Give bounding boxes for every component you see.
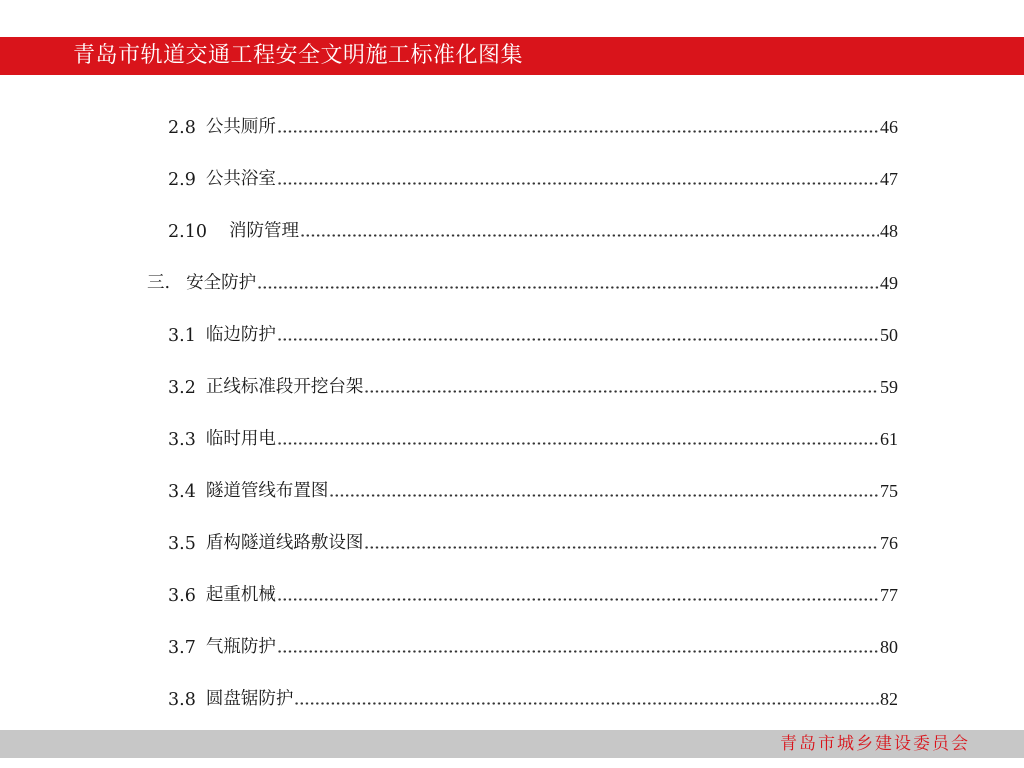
- toc-entry-number: 2.8: [168, 118, 196, 138]
- toc-entry-number: 3.5: [168, 534, 196, 554]
- toc-entry: [168, 370, 898, 398]
- toc-entry: [168, 526, 898, 554]
- footer-bar: [0, 730, 1024, 758]
- toc-entry-title: 隧道管线布置图: [205, 481, 329, 501]
- toc-entry-number: 3.8: [168, 690, 196, 710]
- toc-entry-page: 75: [880, 481, 898, 501]
- toc-entry-page: 59: [880, 377, 898, 397]
- toc-entry: [168, 422, 898, 450]
- toc-entry: [168, 318, 898, 346]
- toc-leader-dots: [277, 130, 879, 133]
- toc-entry: [168, 578, 898, 606]
- toc-leader-dots: [277, 338, 879, 341]
- toc-entry-number: 三.: [147, 273, 171, 293]
- toc-entry-page: 47: [880, 169, 898, 189]
- toc-entry-page: 76: [880, 533, 898, 553]
- toc-leader-dots: [257, 286, 879, 289]
- toc-entry-page: 49: [880, 273, 898, 293]
- toc-entry-number: 3.6: [168, 586, 196, 606]
- toc-entry-title: 公共厕所: [205, 117, 276, 137]
- toc-leader-dots: [277, 650, 879, 653]
- toc-entry: [168, 214, 898, 242]
- toc-leader-dots: [329, 494, 879, 497]
- toc-entry-title: 临时用电: [205, 429, 276, 449]
- toc-entry-number: 2.9: [168, 170, 196, 190]
- toc-leader-dots: [300, 234, 879, 237]
- toc-entry-page: 48: [880, 221, 898, 241]
- toc-entry-number: 3.1: [168, 326, 196, 346]
- toc-entry-title: 公共浴室: [205, 169, 276, 189]
- toc-entry: [168, 474, 898, 502]
- toc-entry-page: 80: [880, 637, 898, 657]
- toc-entry: [168, 110, 898, 138]
- toc-leader-dots: [277, 442, 879, 445]
- toc-entry-number: 3.4: [168, 482, 196, 502]
- toc-entry-number: 3.3: [168, 430, 196, 450]
- toc-leader-dots: [277, 182, 879, 185]
- toc-entry: [168, 682, 898, 710]
- toc-entry-title: 气瓶防护: [205, 637, 276, 657]
- toc-leader-dots: [364, 390, 879, 393]
- toc-entry-number: 2.10: [168, 222, 207, 242]
- toc-entry-number: 3.7: [168, 638, 196, 658]
- toc-entry: [168, 630, 898, 658]
- toc-entry-title: 起重机械: [205, 585, 276, 605]
- toc-entry-page: 50: [880, 325, 898, 345]
- toc-entry-title: 消防管理: [228, 221, 299, 241]
- page-title: 青岛市轨道交通工程安全文明施工标准化图集: [73, 43, 524, 68]
- toc-entry: [147, 266, 898, 294]
- toc-entry-title: 安全防护: [186, 273, 257, 293]
- toc-entry-title: 圆盘锯防护: [205, 689, 294, 709]
- toc-entry-title: 临边防护: [205, 325, 276, 345]
- toc-entry-page: 61: [880, 429, 898, 449]
- toc-leader-dots: [277, 598, 879, 601]
- toc-entry: [168, 162, 898, 190]
- toc-entry-page: 77: [880, 585, 898, 605]
- footer-organization: 青岛市城乡建设委员会: [780, 734, 970, 754]
- toc-entry-title: 正线标准段开挖台架: [205, 377, 364, 397]
- toc-entry-number: 3.2: [168, 378, 196, 398]
- toc-entry-page: 82: [880, 689, 898, 709]
- toc-leader-dots: [294, 702, 879, 705]
- toc-entry-page: 46: [880, 117, 898, 137]
- toc-leader-dots: [364, 546, 879, 549]
- toc-entry-title: 盾构隧道线路敷设图: [205, 533, 364, 553]
